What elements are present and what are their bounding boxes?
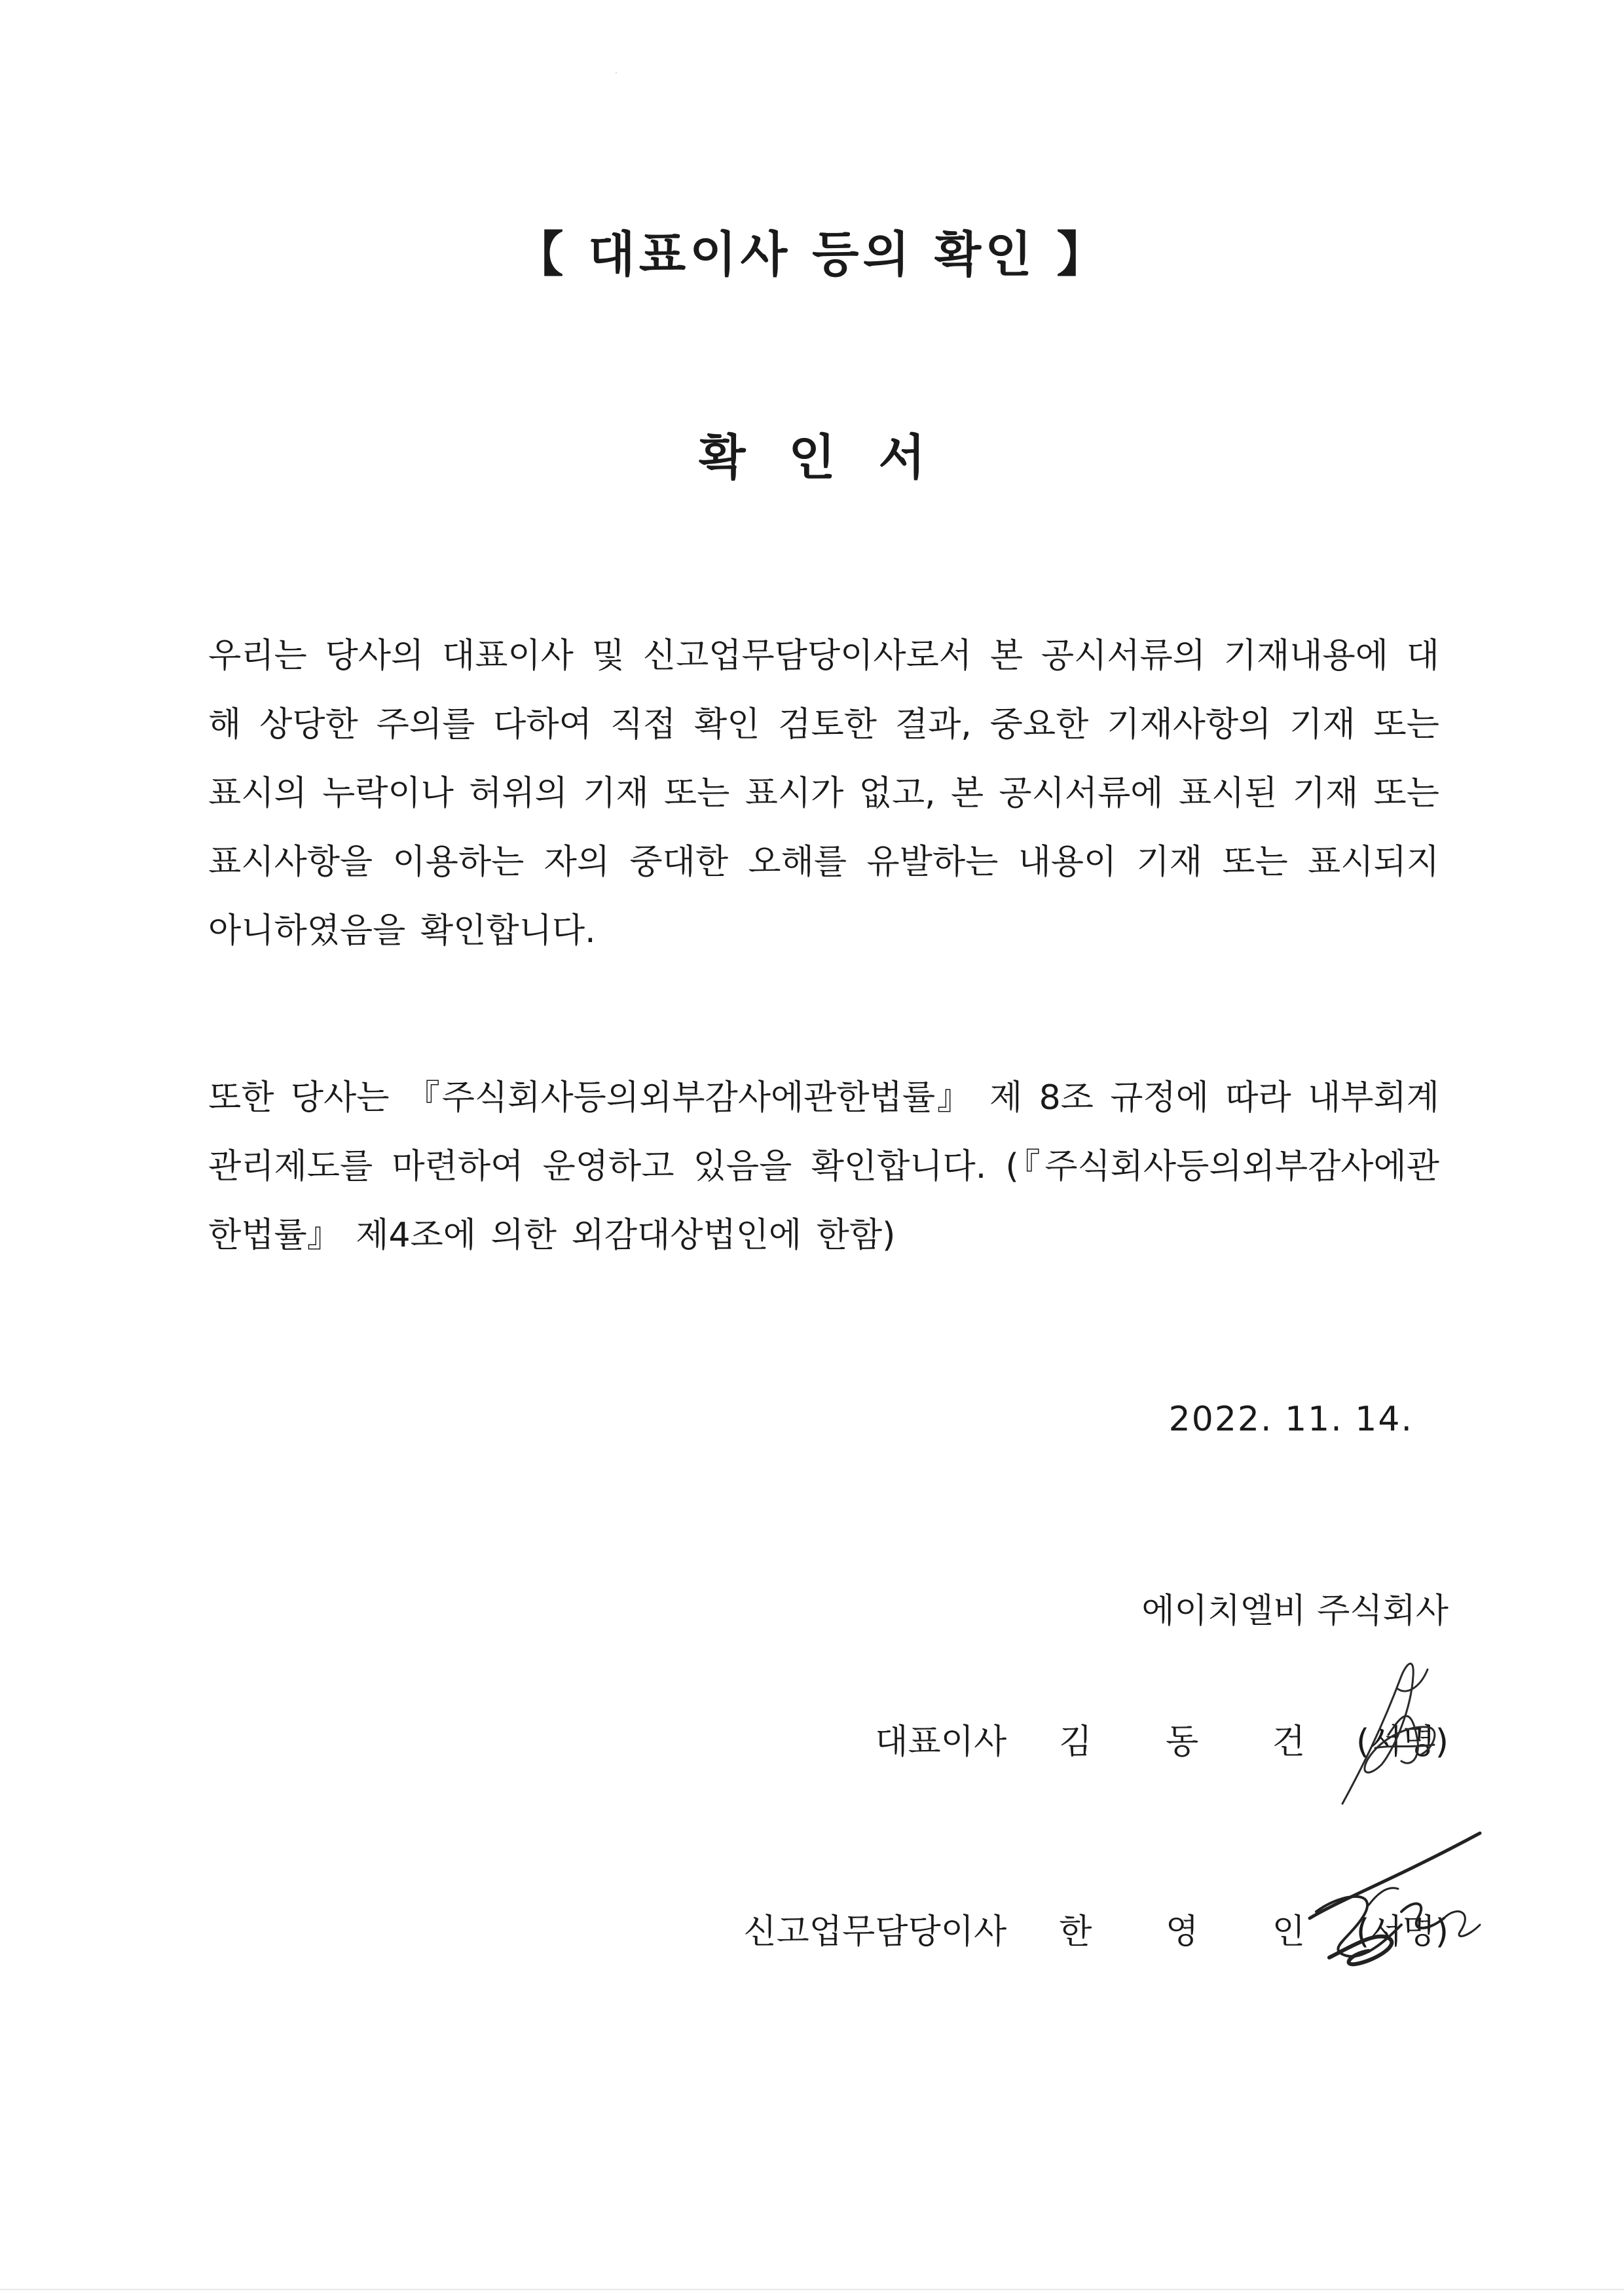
document-title: 확 인 서 bbox=[699, 429, 925, 486]
scan-bottom-edge bbox=[0, 2289, 1624, 2290]
handwritten-signature-director bbox=[1303, 1827, 1500, 1977]
company-name: 에이치엘비 주식회사 bbox=[1141, 1592, 1449, 1631]
signature-mark-label: (서명) bbox=[1356, 1912, 1449, 1952]
confirmation-paragraph: 우리는 당사의 대표이사 및 신고업무담당이사로서 본 공시서류의 기재내용에 대해 상당한 주의를 다하여 직접 확인 검토한 결과, 중요한 기재사항의 기재 또는 표시의 누락이나 허위의 기재 또는 표시가 없고, 본 공시서류에 표시된 기재 또는 표시사항을 이용하는 자의 중대한 오해를 유발하는 내용이 기재 또는 표시되지 아니하였음을 확인합니다. bbox=[208, 636, 1439, 951]
signer-role: 신고업무담당이사 bbox=[743, 1912, 1007, 1952]
signature-row-disclosure-director bbox=[743, 1904, 1449, 1953]
document-date: 2022. 11. 14. bbox=[1168, 1400, 1413, 1439]
signature-row-ceo bbox=[875, 1714, 1449, 1763]
signer-name: 한 영 인 bbox=[1059, 1912, 1337, 1952]
internal-control-paragraph: 또한 당사는 『주식회사등의외부감사에관한법률』 제 8조 규정에 따라 내부회계관리제도를 마련하여 운영하고 있음을 확인합니다. (『주식회사등의외부감사에관한법률』 제4조에 의한 외감대상법인에 한함) bbox=[208, 1078, 1439, 1255]
scan-speck bbox=[616, 72, 617, 73]
signature-mark-label: (서명) bbox=[1356, 1722, 1449, 1762]
header-title: 【 대표이사 등의 확인 】 bbox=[515, 227, 1109, 283]
signer-role: 대표이사 bbox=[875, 1722, 1007, 1762]
signer-name: 김 동 건 bbox=[1059, 1722, 1337, 1762]
